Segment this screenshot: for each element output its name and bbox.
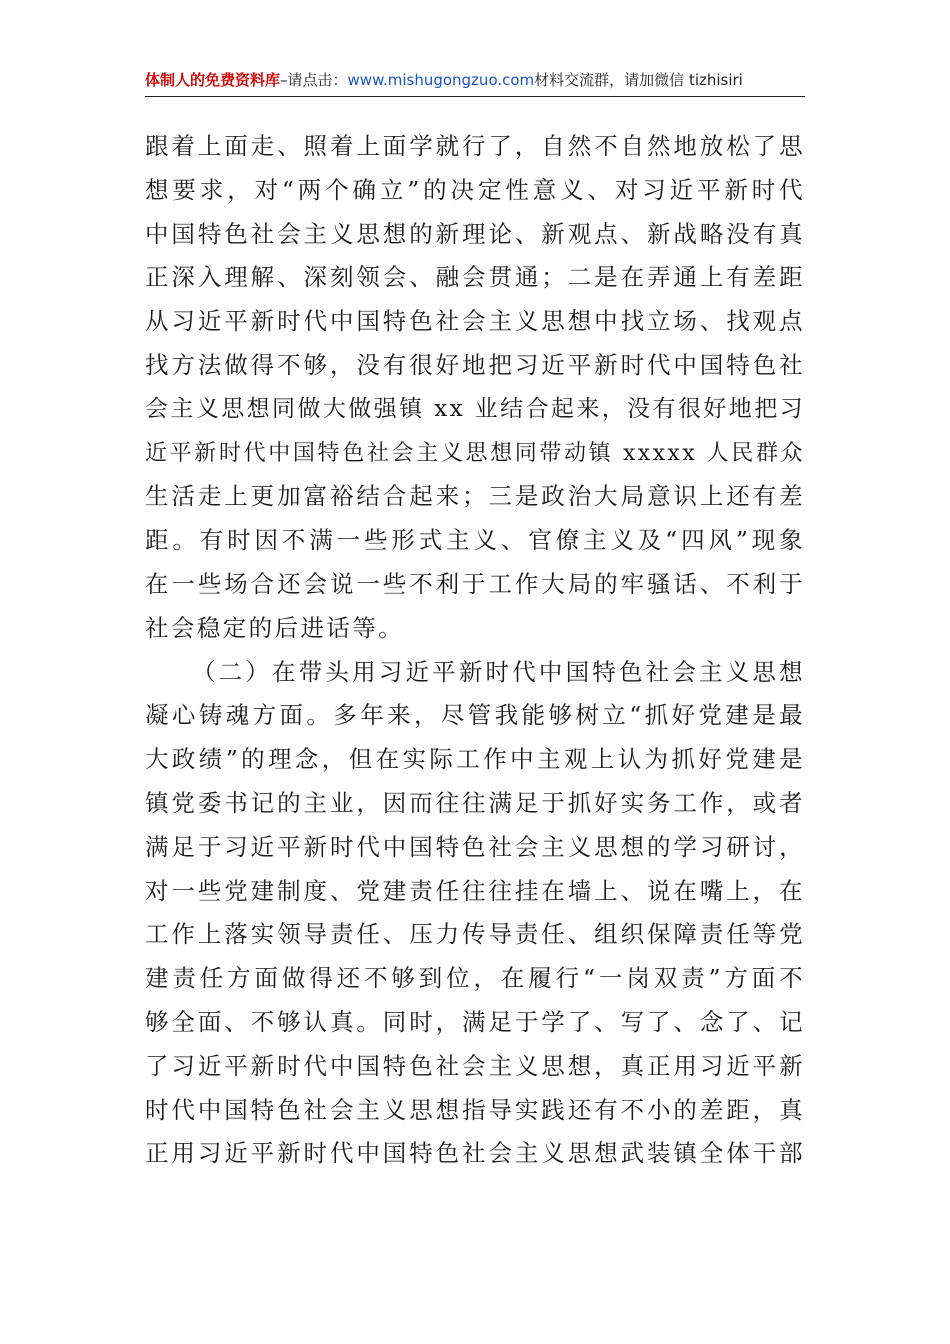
document-body (145, 125, 805, 1176)
text-line: 会主义思想同做大做强镇 xx 业结合起来，没有很好地把习 (145, 395, 805, 422)
text-line: 对一些党建制度、党建责任往往挂在墙上、说在嘴上，在 (145, 876, 805, 905)
text-line: （二）在带头用习近平新时代中国特色社会主义思想 (192, 657, 805, 686)
text-line: 想要求，对“两个确立”的决定性意义、对习近平新时代 (145, 175, 805, 204)
paragraph-2 (145, 651, 805, 1177)
text-line: 大政绩”的理念，但在实际工作中主观上认为抓好党建是 (145, 745, 805, 774)
text-line: 近平新时代中国特色社会主义思想同带动镇 xxxxx 人民群众 (145, 440, 805, 466)
text-line: 凝心铸魂方面。多年来，尽管我能够树立“抓好党建是最 (145, 701, 805, 730)
header-separator: –请点击： (280, 71, 348, 89)
text-line: 从习近平新时代中国特色社会主义思想中找立场、找观点 (145, 307, 805, 336)
text-line: 生活走上更加富裕结合起来；三是政治大局意识上还有差 (145, 482, 805, 511)
site-name: 体制人的免费资料库 (145, 71, 281, 89)
text-line: 正用习近平新时代中国特色社会主义思想武装镇全体干部 (145, 1139, 805, 1168)
text-line: 建责任方面做得还不够到位，在履行“一岗双责”方面不 (145, 964, 805, 993)
paragraph-1 (145, 125, 805, 651)
text-line: 了习近平新时代中国特色社会主义思想，真正用习近平新 (145, 1051, 805, 1080)
header-url-link[interactable]: www.mishugongzuo.com (347, 71, 535, 89)
text-line: 中国特色社会主义思想的新理论、新观点、新战略没有真 (145, 219, 805, 248)
text-line: 镇党委书记的主业，因而往往满足于抓好实务工作，或者 (145, 788, 805, 817)
text-line: 工作上落实领导责任、压力传导责任、组织保障责任等党 (145, 920, 805, 949)
text-line: 社会稳定的后进话等。 (145, 613, 404, 642)
page-header (145, 66, 805, 97)
text-line: 满足于习近平新时代中国特色社会主义思想的学习研讨， (145, 832, 805, 861)
header-contact-text: 材料交流群，请加微信 tizhisiri (534, 71, 743, 89)
text-line: 距。有时因不满一些形式主义、官僚主义及“四风”现象 (145, 526, 805, 555)
text-line: 找方法做得不够，没有很好地把习近平新时代中国特色社 (145, 350, 805, 379)
text-line: 跟着上面走、照着上面学就行了，自然不自然地放松了思 (145, 132, 805, 160)
text-line: 正深入理解、深刻领会、融会贯通；二是在弄通上有差距 (145, 263, 805, 292)
text-line: 够全面、不够认真。同时，满足于学了、写了、念了、记 (145, 1007, 805, 1036)
text-line: 时代中国特色社会主义思想指导实践还有不小的差距，真 (145, 1095, 805, 1124)
text-line: 在一些场合还会说一些不利于工作大局的牢骚话、不利于 (145, 569, 805, 598)
